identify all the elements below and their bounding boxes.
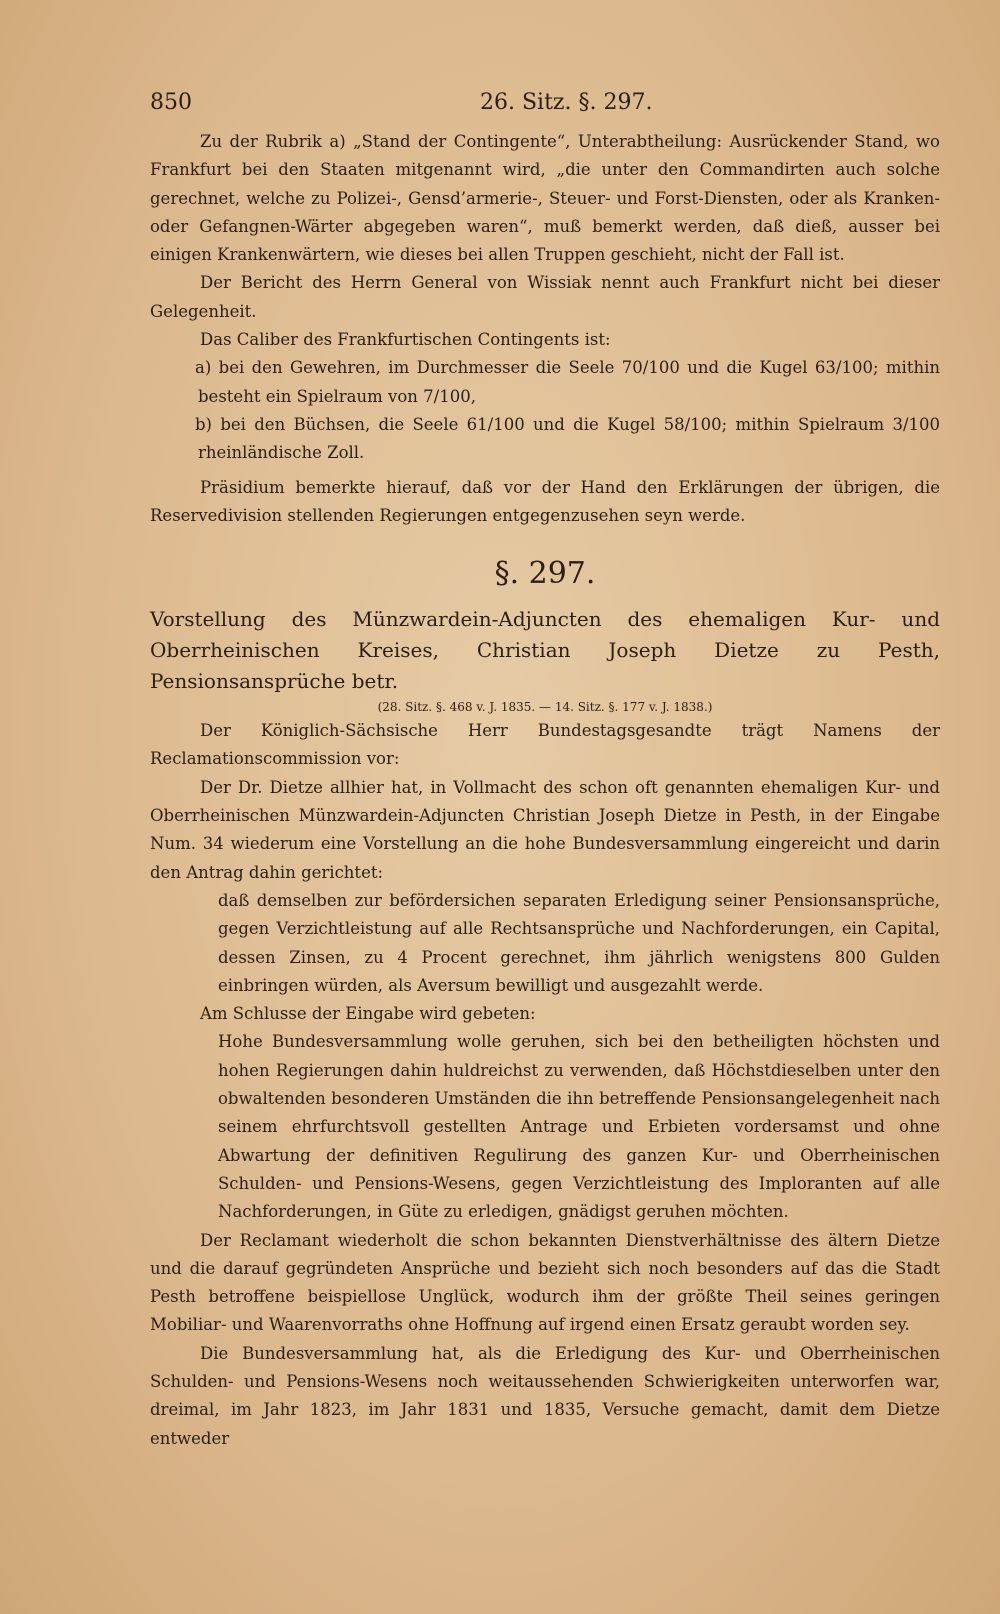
speaker-intro: Der Königlich-Sächsische Herr Bundestagsgesandte trägt Namens der Reclamationscommission vor:: [150, 721, 940, 769]
paragraph-petition: Der Dr. Dietze allhier hat, in Vollmacht des schon oft genannten ehemaligen Kur- und Oberrheinischen Münzwardein-Adjuncten Christian Joseph Dietze in Pesth, in der Eingabe Num. 34 wiederum eine Vorstellung an die hohe Bundesversammlung eingereicht und darin den Antrag dahin gerichtet:: [150, 777, 940, 882]
paragraph-caliber: Das Caliber des Frankfurtischen Contingents ist:: [200, 330, 611, 350]
running-title: 26. Sitz. §. 297.: [480, 90, 653, 115]
paragraph-federal-assembly: Die Bundesversammlung hat, als die Erledigung des Kur- und Oberrheinischen Schulden- und Pensions-Wesens noch weitaussehenden Schwierigkeiten unterworfen war, dreimal, im Jahr 1823, im Jahr 1831 und 1835, Versuche gemacht, damit dem Dietze entweder: [150, 1343, 940, 1448]
caliber-item-a: a) bei den Gewehren, im Durchmesser die Seele 70/100 und die Kugel 63/100; mithin besteht ein Spielraum von 7/100,: [195, 358, 940, 406]
paragraph-presidium: Präsidium bemerkte hierauf, daß vor der Hand den Erklärungen der übrigen, die Reservedivision stellenden Regierungen entgegenzusehen seyn werde.: [150, 477, 940, 525]
page-number: 850: [150, 90, 192, 115]
paragraph-closing-request: Am Schlusse der Eingabe wird gebeten:: [200, 1004, 536, 1024]
section-number: §. 297.: [494, 556, 596, 592]
paragraph-reclamant: Der Reclamant wiederholt die schon bekannten Dienstverhältnisse des ältern Dietze und die darauf gegründeten Ansprüche und bezieht sich noch besonders auf das die Stadt Pesth betroffene beispiellose Unglück, wodurch ihm der größte Theil seines geringen Mobiliar- und Waarenvorraths ohne Hoffnung auf irgend einen Ersatz geraubt worden sey.: [150, 1230, 940, 1335]
paragraph-rubric: Zu der Rubrik a) „Stand der Contingente“, Unterabtheilung: Ausrückender Stand, wo Frankfurt bei den Staaten mitgenannt wird, „die unter den Commandirten auch solche gerechnet, welche zu Polizei-, Gensd’armerie-, Steuer- und Forst-Diensten, oder als Kranken- oder Gefangnen-Wärter abgegeben waren“, muß bemerkt werden, daß dieß, ausser bei einigen Krankenwärtern, wie dieses bei allen Truppen geschieht, nicht der Fall ist.: [150, 132, 940, 265]
caliber-item-b: b) bei den Büchsen, die Seele 61/100 und die Kugel 58/100; mithin Spielraum 3/100 rheinländische Zoll.: [195, 414, 940, 463]
section-references: (28. Sitz. §. 468 v. J. 1835. — 14. Sitz. §. 177 v. J. 1838.): [377, 700, 713, 715]
paragraph-report: Der Bericht des Herrn General von Wissiak nennt auch Frankfurt nicht bei dieser Gelegenheit.: [150, 273, 940, 321]
page-header: [150, 90, 940, 122]
quoted-request-1: daß demselben zur befördersichen separaten Erledigung seiner Pensionsansprüche, gegen Verzichtleistung auf alle Rechtsansprüche und Nachforderungen, ein Capital, dessen Zinsen, zu 4 Procent gerechnet, ihm jährlich wenigstens 800 Gulden einbringen würden, als Aversum bewilligt und ausgezahlt werde.: [218, 890, 940, 995]
section-title: Vorstellung des Münzwardein-Adjuncten des ehemaligen Kur- und Oberrheinischen Kreises, Christian Joseph Dietze zu Pesth, Pensionsansprüche betr.: [150, 607, 940, 694]
page-body: [150, 128, 940, 1453]
quoted-request-2: Hohe Bundesversammlung wolle geruhen, sich bei den betheiligten höchsten und hohen Regierungen dahin huldreichst zu verwenden, daß Höchstdieselben unter den obwaltenden besonderen Umständen die ihn betreffende Pensionsangelegenheit nach seinem ehrfurchtsvoll gestellten Antrage und Erbieten vordersamst und ohne Abwartung der definitiven Regulirung des ganzen Kur- und Oberrheinischen Schulden- und Pensions-Wesens, gegen Verzichtleistung des Imploranten auf alle Nachforderungen, in Güte zu erledigen, gnädigst geruhen möchten.: [218, 1032, 940, 1222]
